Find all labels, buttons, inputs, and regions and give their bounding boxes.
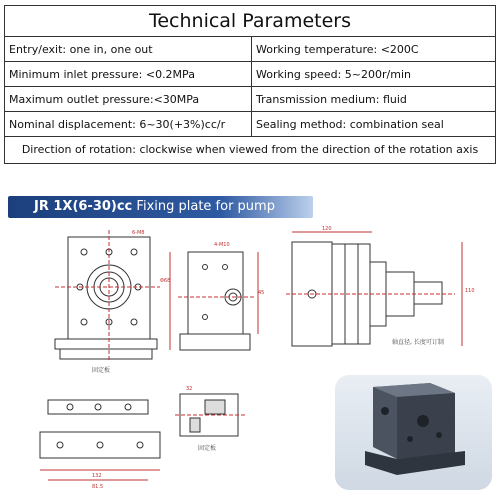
dim-d8: 45: [258, 290, 265, 296]
dim-d7: 81.5: [92, 484, 104, 490]
param-working-speed: Working speed: 5~200r/min: [252, 62, 496, 87]
param-rotation-direction: Direction of rotation: clockwise when viewed from the direction of the rotation axis: [5, 137, 496, 164]
side-view-drawing: [170, 252, 258, 350]
dim-d9: 32: [186, 386, 193, 392]
table-title: Technical Parameters: [5, 6, 496, 37]
param-nominal-displacement: Nominal displacement: 6~30(+3%)cc/r: [5, 112, 252, 137]
dim-d1: 6-M8: [132, 230, 145, 236]
dim-d2: 4-M10: [214, 242, 230, 248]
shaft-note: 轴直径, 长度可订制: [392, 339, 444, 346]
fixing-plate-image: [335, 375, 492, 490]
plate-label-section: 固定板: [198, 445, 217, 452]
param-sealing-method: Sealing method: combination seal: [252, 112, 496, 137]
product-banner: [8, 196, 313, 218]
param-max-outlet-pressure: Maximum outlet pressure:<30MPa: [5, 87, 252, 112]
product-photo: [335, 375, 492, 490]
plan-view-drawing: [40, 400, 160, 480]
banner-model: JR 1X(6-30)cc: [34, 199, 133, 214]
param-entry-exit: Entry/exit: one in, one out: [5, 37, 252, 62]
technical-parameters-table: [4, 5, 496, 164]
dim-d3: Φ68: [160, 278, 171, 284]
dim-d5: 110: [465, 288, 475, 294]
plate-label-front: 固定板: [92, 367, 111, 374]
param-min-inlet-pressure: Minimum inlet pressure: <0.2MPa: [5, 62, 252, 87]
param-transmission-medium: Transmission medium: fluid: [252, 87, 496, 112]
banner-subtitle: Fixing plate for pump: [136, 199, 275, 214]
param-working-temperature: Working temperature: <200C: [252, 37, 496, 62]
pump-assembly-drawing: [286, 232, 462, 346]
dim-d4: 120: [322, 226, 332, 232]
dim-d6: 132: [92, 473, 102, 479]
front-view-drawing: [55, 230, 160, 362]
section-view-drawing: [175, 394, 245, 436]
